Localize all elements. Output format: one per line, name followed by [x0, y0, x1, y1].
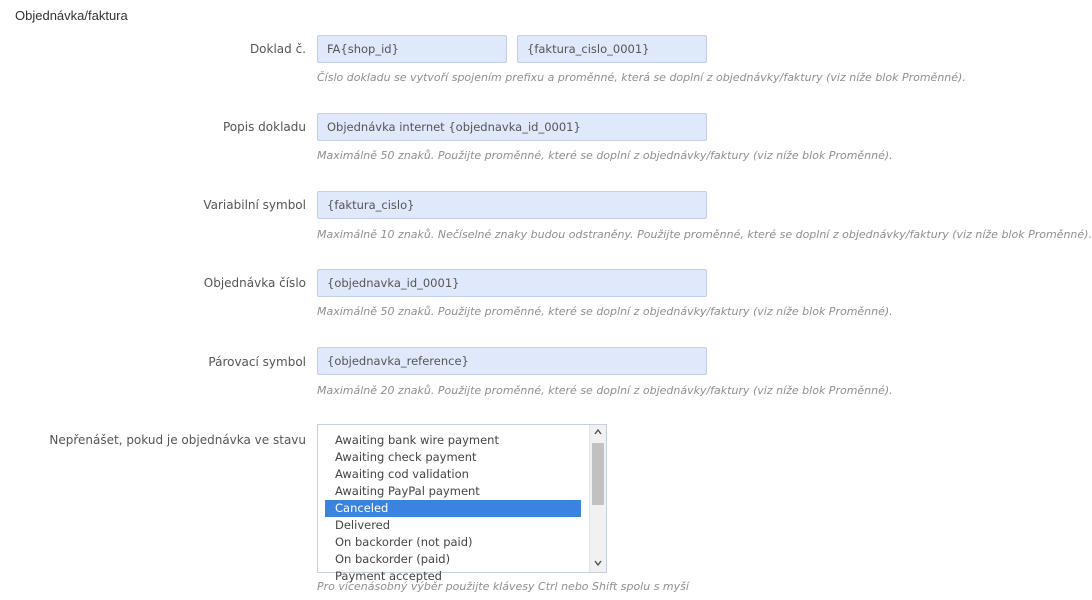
- status-option[interactable]: Awaiting cod validation: [335, 467, 469, 481]
- pairing-symbol-label: Párovací symbol: [208, 355, 306, 369]
- status-option-selected[interactable]: Canceled: [325, 500, 581, 517]
- document-number-label: Doklad č.: [249, 42, 306, 56]
- document-number-help: Číslo dokladu se vytvoří spojením prefixu a proměnné, která se doplní z objednávky/faktury (viz níže blok Proměnné).: [317, 71, 966, 84]
- order-number-help: Maximálně 50 znaků. Použijte proměnné, které se doplní z objednávky/faktury (viz níže blok Proměnné).: [317, 305, 893, 318]
- select-scrollbar[interactable]: [589, 425, 606, 572]
- multi-select-help: Pro vícenásobný výběr použijte klávesy Ctrl nebo Shift spolu s myší: [317, 580, 689, 593]
- pairing-symbol-input[interactable]: {objednavka_reference}: [317, 347, 707, 375]
- status-option[interactable]: Delivered: [335, 518, 391, 532]
- status-option[interactable]: Awaiting check payment: [335, 450, 477, 464]
- status-option[interactable]: Awaiting bank wire payment: [335, 433, 499, 447]
- document-description-help: Maximálně 50 znaků. Použijte proměnné, které se doplní z objednávky/faktury (viz níže blok Proměnné).: [317, 149, 893, 162]
- variable-symbol-input[interactable]: {faktura_cislo}: [317, 191, 707, 219]
- pairing-symbol-help: Maximálně 20 znaků. Použijte proměnné, které se doplní z objednávky/faktury (viz níže blok Proměnné).: [317, 384, 893, 397]
- chevron-up-icon[interactable]: [590, 425, 606, 441]
- document-number-input[interactable]: {faktura_cislo_0001}: [517, 35, 707, 63]
- excluded-status-select[interactable]: [317, 424, 607, 583]
- section-title: Objednávka/faktura: [15, 8, 128, 23]
- chevron-down-icon[interactable]: [590, 556, 606, 572]
- variable-symbol-help: Maximálně 10 znaků. Nečíselné znaky budou odstraněny. Použijte proměnné, které se doplní z objednávky/faktury (viz níže blok Proměnné).: [317, 228, 1092, 241]
- excluded-status-label: Nepřenášet, pokud je objednávka ve stavu: [49, 433, 306, 447]
- document-description-input[interactable]: Objednávka internet {objednavka_id_0001}: [317, 113, 707, 141]
- variable-symbol-label: Variabilní symbol: [203, 198, 306, 212]
- status-option-list: [318, 432, 589, 585]
- status-option[interactable]: Awaiting PayPal payment: [335, 484, 480, 498]
- order-number-label: Objednávka číslo: [203, 276, 306, 290]
- scrollbar-thumb[interactable]: [592, 443, 604, 505]
- document-description-label: Popis dokladu: [223, 120, 306, 134]
- document-prefix-input[interactable]: FA{shop_id}: [317, 35, 507, 63]
- status-option[interactable]: On backorder (not paid): [335, 535, 473, 549]
- status-option[interactable]: On backorder (paid): [335, 552, 451, 566]
- order-number-input[interactable]: {objednavka_id_0001}: [317, 269, 707, 297]
- status-option[interactable]: Payment accepted: [335, 569, 442, 583]
